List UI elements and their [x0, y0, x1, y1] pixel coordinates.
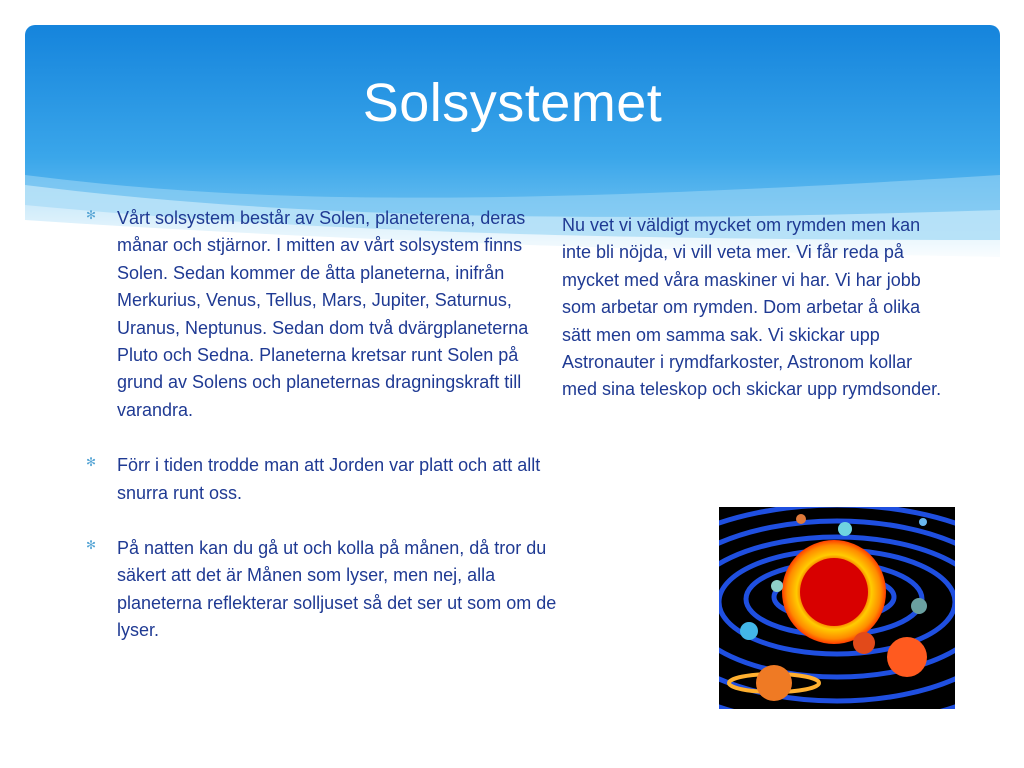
- bullet-item: [86, 205, 561, 424]
- slide-title: Solsystemet: [362, 73, 663, 133]
- bullet-text: På natten kan du gå ut och kolla på månen, då tror du säkert att det är Månen som lyser, men nej, alla planeterna reflekterar solljuset så det ser ut som om de lyser.: [117, 538, 557, 641]
- bullet-item: [86, 535, 561, 645]
- solar-system-illustration-icon: [719, 507, 955, 709]
- asterisk-bullet-icon: ✻: [86, 455, 97, 470]
- bullet-text: Förr i tiden trodde man att Jorden var platt och att allt snurra runt oss.: [117, 455, 541, 503]
- asterisk-bullet-icon: ✻: [86, 208, 97, 222]
- bullet-item: [86, 452, 561, 507]
- left-column: [86, 205, 561, 673]
- bullet-text: Vårt solsystem består av Solen, planeterena, deras månar och stjärnor. I mitten av vårt solsystem finns Solen. Sedan kommer de åtta planeterna, inifrån Merkurius, Venus, Tellus, Mars, Jupiter, Saturnus, Uranus, Neptunus. Sedan dom två dvärgplaneterna Pluto och Sedna. Planeterna kretsar runt Solen på grund av Solens och planeternas dragningskraft till varandra.: [117, 208, 529, 420]
- right-paragraph: Nu vet vi väldigt mycket om rymden men kan inte bli nöjda, vi vill veta mer. Vi får reda på mycket med våra maskiner vi har. Vi har jobb som arbetar om rymden. Dom arbetar å olika sätt men om samma sak. Vi skickar upp Astronauter i rymdfarkoster, Astronom kollar med sina teleskop och skickar upp rymdsonder.: [562, 215, 942, 400]
- solar-system-image: [719, 507, 955, 709]
- asterisk-bullet-icon: ✻: [86, 538, 97, 553]
